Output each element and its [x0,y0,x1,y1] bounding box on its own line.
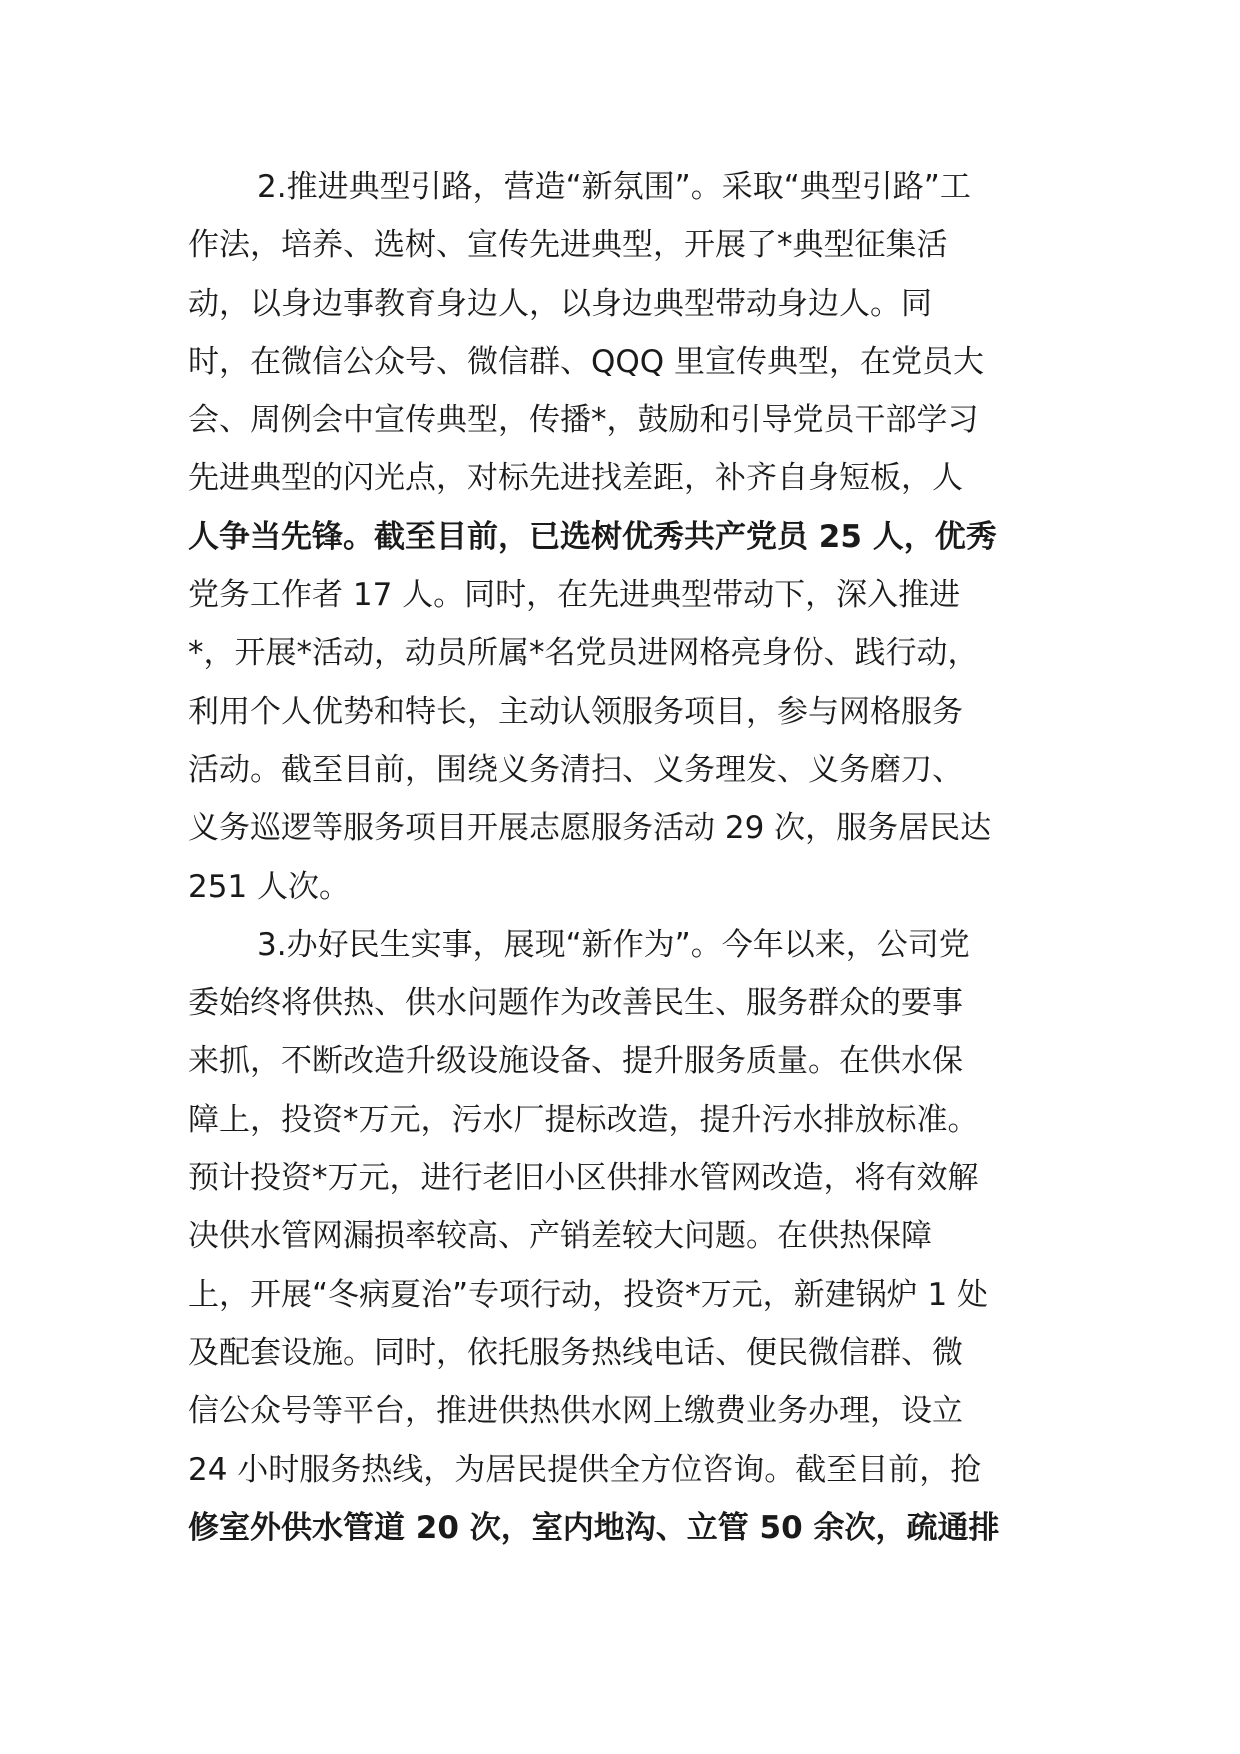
text-line: 利用个人优势和特长，主动认领服务项目，参与网格服务 [188,693,963,730]
text-line: 信公众号等平台，推进供热供水网上缴费业务办理，设立 [188,1393,963,1430]
body-text [188,158,1068,1557]
paragraph-3 [188,916,1068,1557]
text-line: 决供水管网漏损率较高、产销差较大问题。在供热保障 [188,1218,932,1255]
text-line: 时，在微信公众号、微信群、QQQ 里宣传典型，在党员大 [188,343,985,380]
text-line: 251 人次。 [188,868,351,905]
text-line: 义务巡逻等服务项目开展志愿服务活动 29 次，服务居民达 [188,810,992,847]
text-line: 人争当先锋。截至目前，已选树优秀共产党员 25 人，优秀 [188,518,997,555]
text-line: 来抓，不断改造升级设施设备、提升服务质量。在供水保 [188,1043,963,1080]
text-line: *，开展*活动，动员所属*名党员进网格亮身份、践行动， [188,635,979,672]
text-line: 2.推进典型引路，营造“新氛围”。采取“典型引路”工 [257,169,971,205]
text-line: 党务工作者 17 人。同时，在先进典型带动下，深入推进 [188,577,961,614]
text-line: 先进典型的闪光点，对标先进找差距，补齐自身短板，人 [188,460,963,497]
text-line: 会、周例会中宣传典型，传播*，鼓励和引导党员干部学习 [188,402,979,439]
text-line: 活动。截至目前，围绕义务清扫、义务理发、义务磨刀、 [188,751,963,788]
text-line: 预计投资*万元，进行老旧小区供排水管网改造，将有效解 [188,1160,979,1197]
text-line: 动，以身边事教育身边人，以身边典型带动身边人。同 [188,285,932,322]
text-line: 上，开展“冬病夏治”专项行动，投资*万元，新建锅炉 1 处 [188,1276,989,1313]
text-line: 修室外供水管道 20 次，室内地沟、立管 50 余次，疏通排 [188,1509,1000,1546]
text-line: 作法，培养、选树、宣传先进典型，开展了*典型征集活 [188,227,948,264]
text-line: 及配套设施。同时，依托服务热线电话、便民微信群、微 [188,1334,963,1371]
text-line: 障上，投资*万元，污水厂提标改造，提升污水排放标准。 [188,1101,979,1138]
text-line: 委始终将供热、供水问题作为改善民生、服务群众的要事 [188,985,963,1022]
text-line: 24 小时服务热线，为居民提供全方位咨询。截至目前，抢 [188,1451,982,1488]
text-line: 3.办好民生实事，展现“新作为”。今年以来，公司党 [257,926,970,963]
paragraph-2 [188,158,1068,916]
